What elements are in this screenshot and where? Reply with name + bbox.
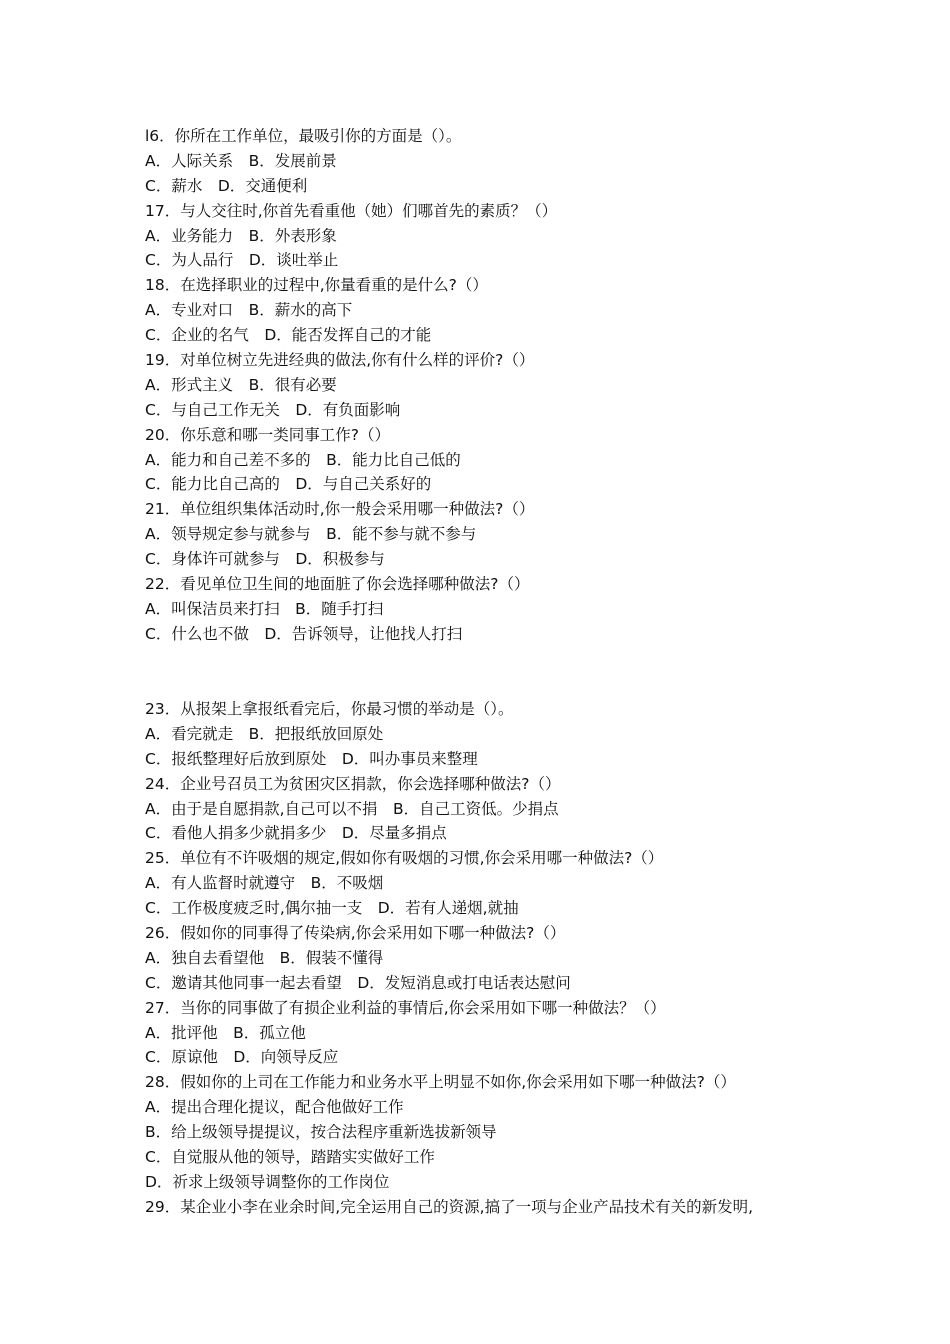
question-block-2	[145, 697, 865, 1220]
text-line: A．领导规定参与就参与 B．能不参与就不参与	[145, 525, 477, 544]
text-line: A．看完就走 B．把报纸放回原处	[145, 724, 384, 743]
text-line: C．身体许可就参与 D．积极参与	[145, 550, 385, 569]
text-line: A．业务能力 B．外表形象	[145, 226, 337, 245]
text-line: 20．你乐意和哪一类同事工作?（）	[145, 425, 390, 444]
text-line: 24．企业号召员工为贫困灾区捐款，你会选择哪种做法?（）	[145, 774, 561, 793]
text-line: l6．你所在工作单位，最吸引你的方面是（）。	[145, 127, 462, 145]
text-line: B．给上级领导提提议，按合法程序重新选拔新领导	[145, 1123, 497, 1142]
text-line: 28．假如你的上司在工作能力和业务水平上明显不如你,你会采用如下哪一种做法?（）	[145, 1073, 736, 1092]
text-line: D．祈求上级领导调整你的工作岗位	[145, 1172, 390, 1191]
text-line: A．提出合理化提议，配合他做好工作	[145, 1098, 404, 1117]
text-line: A．人际关系 B．发展前景	[145, 151, 337, 170]
text-line: C．什么也不做 D．告诉领导，让他找人打扫	[145, 624, 463, 643]
text-line: 27．当你的同事做了有损企业利益的事情后,你会采用如下哪一种做法？（）	[145, 998, 666, 1017]
text-line: C．工作极度疲乏时,偶尔抽一支 D．若有人递烟,就抽	[145, 899, 519, 918]
text-line: 29．某企业小李在业余时间,完全运用自己的资源,搞了一项与企业产品技术有关的新发明,	[145, 1197, 754, 1216]
text-line: C．报纸整理好后放到原处 D．叫办事员来整理	[145, 749, 478, 768]
text-line: 22．看见单位卫生间的地面脏了你会选择哪种做法?（）	[145, 575, 530, 594]
question-block-1	[145, 124, 865, 647]
text-line: A．专业对口 B．薪水的高下	[145, 301, 353, 320]
text-line: 21．单位组织集体活动时,你一般会采用哪一种做法?（）	[145, 500, 535, 519]
text-line: 19．对单位树立先进经典的做法,你有什么样的评价?（）	[145, 351, 535, 370]
text-line: C．看他人捐多少就捐多少 D．尽量多捐点	[145, 824, 447, 843]
text-line: C．与自己工作无关 D．有负面影响	[145, 400, 401, 419]
text-line: A．批评他 B．孤立他	[145, 1023, 306, 1042]
text-line: C．原谅他 D．向领导反应	[145, 1048, 339, 1067]
text-line: 17．与人交往时,你首先看重他（她）们哪首先的素质？（）	[145, 201, 558, 220]
text-line: 23．从报架上拿报纸看完后，你最习惯的举动是（）。	[145, 700, 514, 718]
text-line: 26．假如你的同事得了传染病,你会采用如下哪一种做法?（）	[145, 924, 566, 943]
text-line: C．企业的名气 D．能否发挥自己的才能	[145, 326, 432, 345]
text-line: A．由于是自愿捐款,自己可以不捐 B．自己工资低。少捐点	[145, 799, 559, 818]
text-line: C．能力比自己高的 D．与自己关系好的	[145, 475, 432, 494]
text-line: A．叫保洁员来打扫 B．随手打扫	[145, 599, 384, 618]
text-line: 25．单位有不许吸烟的规定,假如你有吸烟的习惯,你会采用哪一种做法?（）	[145, 849, 664, 868]
text-line: A．有人监督时就遵守 B．不吸烟	[145, 874, 384, 893]
text-line: A．能力和自己差不多的 B．能力比自己低的	[145, 450, 461, 469]
text-line: 18．在选择职业的过程中,你量看重的是什么?（）	[145, 276, 488, 295]
text-line: C．自觉服从他的领导，踏踏实实做好工作	[145, 1148, 435, 1167]
text-line: C．为人品行 D．谈吐举止	[145, 251, 339, 270]
text-line: A．独自去看望他 B．假装不懂得	[145, 948, 384, 967]
text-line: C．邀请其他同事一起去看望 D．发短消息或打电话表达慰问	[145, 973, 571, 992]
text-line: C．薪水 D．交通便利	[145, 176, 308, 195]
text-line: A．形式主义 B．很有必要	[145, 375, 337, 394]
